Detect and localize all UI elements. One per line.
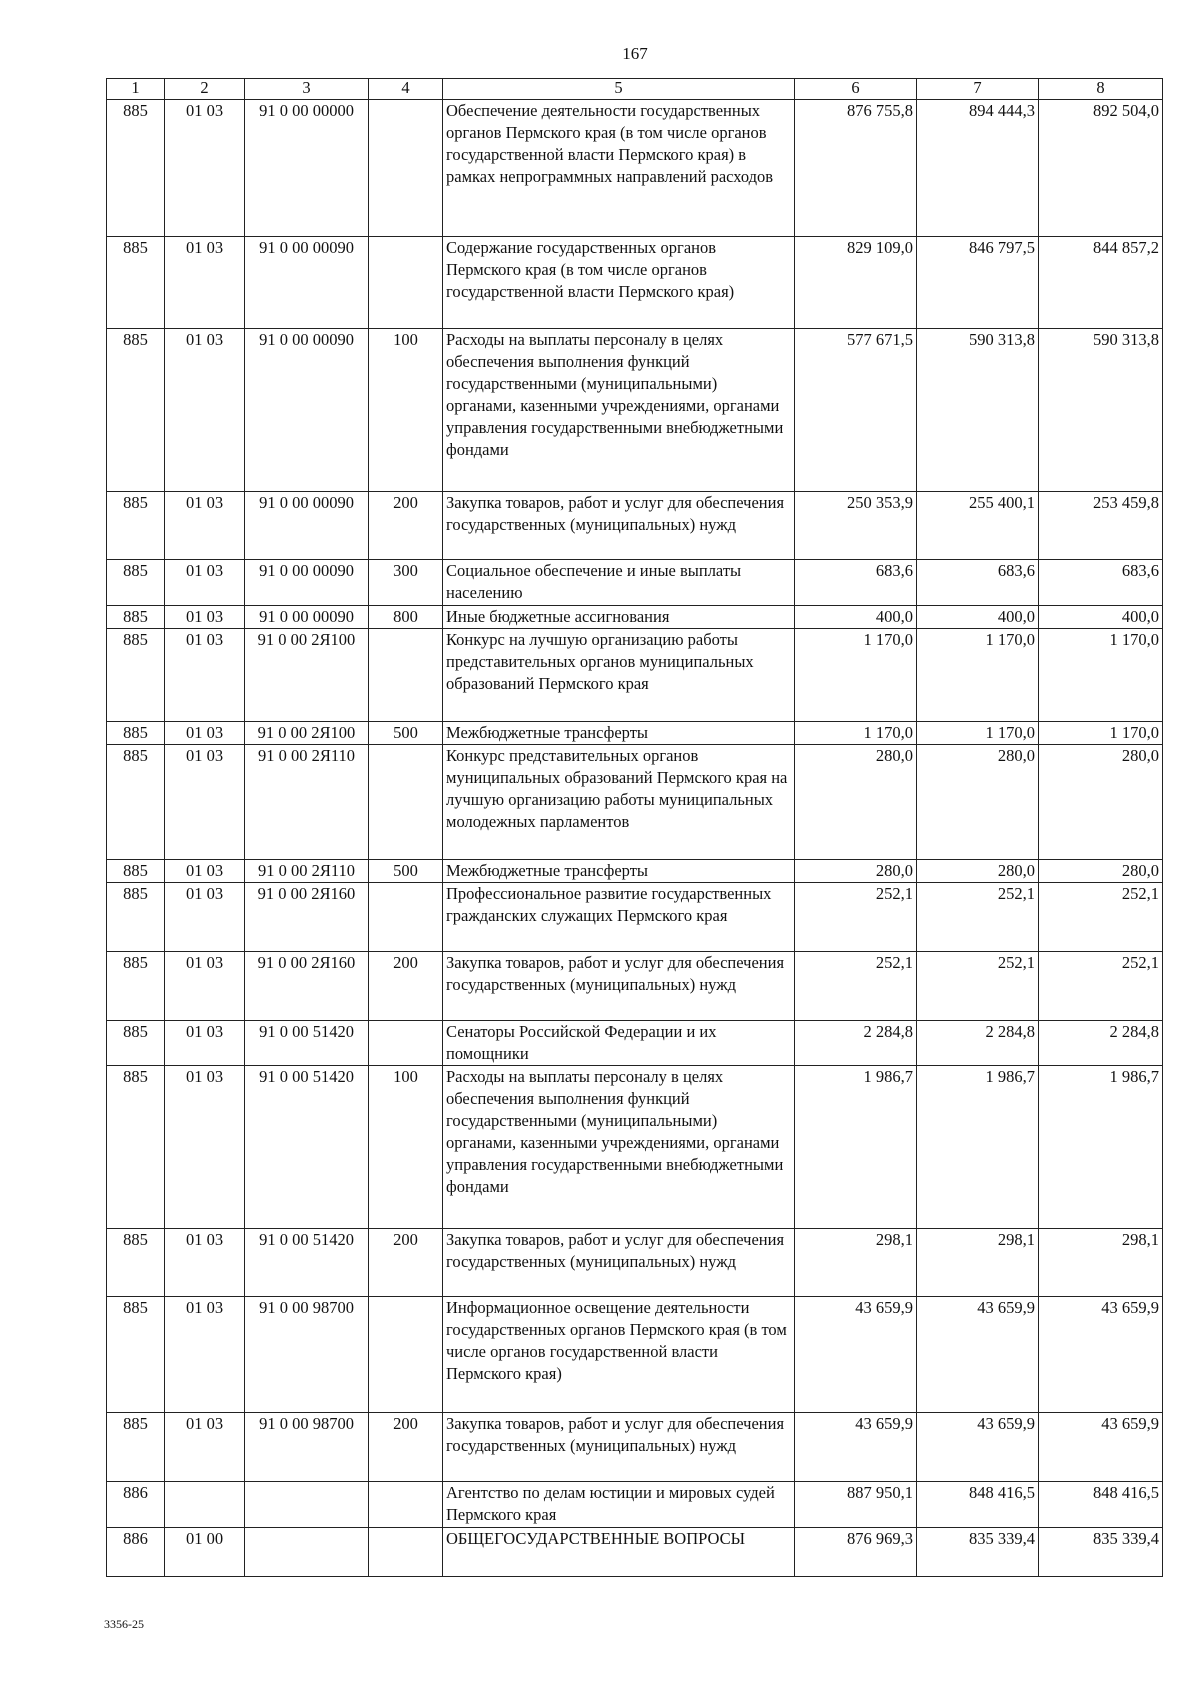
expense-type-cell <box>369 1482 443 1528</box>
target-article-cell: 91 0 00 98700 <box>245 1413 369 1482</box>
target-article-cell <box>245 1482 369 1528</box>
target-article-cell: 91 0 00 00000 <box>245 100 369 237</box>
amount-cell: 250 353,9 <box>795 492 917 560</box>
table-row <box>107 629 1163 722</box>
admin-code-cell: 885 <box>107 329 165 492</box>
description-cell: Расходы на выплаты персоналу в целях обеспечения выполнения функций государственными (муниципальными) органами, казенными учреждениями, органами управления государственными внебюджетными фондами <box>443 1066 795 1229</box>
target-article-cell: 91 0 00 00090 <box>245 329 369 492</box>
description-cell: Содержание государственных органов Пермского края (в том числе органов государственной власти Пермского края) <box>443 237 795 329</box>
amount-cell: 887 950,1 <box>795 1482 917 1528</box>
expense-type-cell: 800 <box>369 606 443 629</box>
section-code-cell: 01 03 <box>165 883 245 952</box>
target-article-cell: 91 0 00 51420 <box>245 1229 369 1297</box>
amount-cell: 2 284,8 <box>795 1021 917 1066</box>
section-code-cell: 01 03 <box>165 560 245 606</box>
section-code-cell: 01 03 <box>165 745 245 860</box>
description-cell: Социальное обеспечение и иные выплаты населению <box>443 560 795 606</box>
amount-cell: 252,1 <box>1039 952 1163 1021</box>
table-row <box>107 952 1163 1021</box>
table-row <box>107 1066 1163 1229</box>
admin-code-cell: 885 <box>107 952 165 1021</box>
column-number: 6 <box>795 79 917 100</box>
admin-code-cell: 885 <box>107 1297 165 1413</box>
budget-table <box>106 78 1163 1577</box>
amount-cell: 43 659,9 <box>917 1297 1039 1413</box>
target-article-cell: 91 0 00 2Я110 <box>245 860 369 883</box>
expense-type-cell: 200 <box>369 492 443 560</box>
admin-code-cell: 886 <box>107 1482 165 1528</box>
amount-cell: 876 969,3 <box>795 1528 917 1577</box>
section-code-cell: 01 03 <box>165 629 245 722</box>
description-cell: Профессиональное развитие государственных гражданских служащих Пермского края <box>443 883 795 952</box>
section-code-cell: 01 03 <box>165 237 245 329</box>
expense-type-cell: 500 <box>369 722 443 745</box>
amount-cell: 400,0 <box>1039 606 1163 629</box>
target-article-cell: 91 0 00 00090 <box>245 606 369 629</box>
admin-code-cell: 885 <box>107 745 165 860</box>
expense-type-cell <box>369 100 443 237</box>
amount-cell: 43 659,9 <box>795 1413 917 1482</box>
target-article-cell: 91 0 00 00090 <box>245 560 369 606</box>
table-row <box>107 329 1163 492</box>
amount-cell: 2 284,8 <box>1039 1021 1163 1066</box>
amount-cell: 400,0 <box>917 606 1039 629</box>
amount-cell: 2 284,8 <box>917 1021 1039 1066</box>
expense-type-cell: 500 <box>369 860 443 883</box>
admin-code-cell: 885 <box>107 492 165 560</box>
admin-code-cell: 885 <box>107 1229 165 1297</box>
amount-cell: 43 659,9 <box>917 1413 1039 1482</box>
amount-cell: 1 170,0 <box>917 629 1039 722</box>
table-row <box>107 1021 1163 1066</box>
target-article-cell: 91 0 00 2Я160 <box>245 952 369 1021</box>
section-code-cell: 01 03 <box>165 492 245 560</box>
amount-cell: 876 755,8 <box>795 100 917 237</box>
amount-cell: 590 313,8 <box>917 329 1039 492</box>
column-number: 3 <box>245 79 369 100</box>
admin-code-cell: 885 <box>107 560 165 606</box>
amount-cell: 1 170,0 <box>795 722 917 745</box>
amount-cell: 892 504,0 <box>1039 100 1163 237</box>
amount-cell: 252,1 <box>917 883 1039 952</box>
amount-cell: 683,6 <box>917 560 1039 606</box>
target-article-cell: 91 0 00 2Я100 <box>245 722 369 745</box>
expense-type-cell <box>369 1297 443 1413</box>
amount-cell: 848 416,5 <box>1039 1482 1163 1528</box>
amount-cell: 298,1 <box>1039 1229 1163 1297</box>
admin-code-cell: 885 <box>107 883 165 952</box>
amount-cell: 1 170,0 <box>795 629 917 722</box>
admin-code-cell: 886 <box>107 1528 165 1577</box>
admin-code-cell: 885 <box>107 100 165 237</box>
target-article-cell: 91 0 00 2Я110 <box>245 745 369 860</box>
target-article-cell: 91 0 00 51420 <box>245 1066 369 1229</box>
table-row <box>107 883 1163 952</box>
description-cell: Обеспечение деятельности государственных органов Пермского края (в том числе органов государственной власти Пермского края) в рамках непрограммных направлений расходов <box>443 100 795 237</box>
expense-type-cell <box>369 1528 443 1577</box>
amount-cell: 280,0 <box>917 860 1039 883</box>
amount-cell: 835 339,4 <box>1039 1528 1163 1577</box>
amount-cell: 298,1 <box>917 1229 1039 1297</box>
amount-cell: 298,1 <box>795 1229 917 1297</box>
section-code-cell: 01 03 <box>165 1297 245 1413</box>
admin-code-cell: 885 <box>107 237 165 329</box>
section-code-cell: 01 03 <box>165 722 245 745</box>
description-cell: ОБЩЕГОСУДАРСТВЕННЫЕ ВОПРОСЫ <box>443 1528 795 1577</box>
table-row <box>107 237 1163 329</box>
column-number: 5 <box>443 79 795 100</box>
table-row <box>107 606 1163 629</box>
amount-cell: 252,1 <box>795 883 917 952</box>
amount-cell: 1 986,7 <box>1039 1066 1163 1229</box>
amount-cell: 252,1 <box>1039 883 1163 952</box>
section-code-cell: 01 03 <box>165 1021 245 1066</box>
expense-type-cell <box>369 629 443 722</box>
table-row <box>107 1528 1163 1577</box>
page-number: 167 <box>622 44 648 63</box>
amount-cell: 252,1 <box>917 952 1039 1021</box>
target-article-cell: 91 0 00 2Я160 <box>245 883 369 952</box>
description-cell: Закупка товаров, работ и услуг для обеспечения государственных (муниципальных) нужд <box>443 952 795 1021</box>
description-cell: Конкурс на лучшую организацию работы представительных органов муниципальных образований Пермского края <box>443 629 795 722</box>
amount-cell: 280,0 <box>1039 745 1163 860</box>
column-number: 4 <box>369 79 443 100</box>
amount-cell: 1 170,0 <box>1039 629 1163 722</box>
amount-cell: 829 109,0 <box>795 237 917 329</box>
admin-code-cell: 885 <box>107 1413 165 1482</box>
table-row <box>107 560 1163 606</box>
section-code-cell: 01 03 <box>165 1413 245 1482</box>
expense-type-cell: 200 <box>369 952 443 1021</box>
target-article-cell: 91 0 00 2Я100 <box>245 629 369 722</box>
table-row <box>107 1297 1163 1413</box>
description-cell: Конкурс представительных органов муниципальных образований Пермского края на лучшую организацию работы муниципальных молодежных парламентов <box>443 745 795 860</box>
target-article-cell: 91 0 00 00090 <box>245 237 369 329</box>
description-cell: Сенаторы Российской Федерации и их помощники <box>443 1021 795 1066</box>
document-code: 3356-25 <box>104 1617 144 1631</box>
amount-cell: 280,0 <box>795 860 917 883</box>
amount-cell: 894 444,3 <box>917 100 1039 237</box>
expense-type-cell <box>369 883 443 952</box>
table-row <box>107 1413 1163 1482</box>
description-cell: Закупка товаров, работ и услуг для обеспечения государственных (муниципальных) нужд <box>443 492 795 560</box>
amount-cell: 252,1 <box>795 952 917 1021</box>
description-cell: Агентство по делам юстиции и мировых судей Пермского края <box>443 1482 795 1528</box>
admin-code-cell: 885 <box>107 1021 165 1066</box>
expense-type-cell: 300 <box>369 560 443 606</box>
target-article-cell: 91 0 00 98700 <box>245 1297 369 1413</box>
expense-type-cell <box>369 237 443 329</box>
section-code-cell: 01 00 <box>165 1528 245 1577</box>
section-code-cell <box>165 1482 245 1528</box>
table-row <box>107 1482 1163 1528</box>
amount-cell: 255 400,1 <box>917 492 1039 560</box>
amount-cell: 683,6 <box>1039 560 1163 606</box>
admin-code-cell: 885 <box>107 629 165 722</box>
amount-cell: 577 671,5 <box>795 329 917 492</box>
amount-cell: 280,0 <box>917 745 1039 860</box>
column-number: 7 <box>917 79 1039 100</box>
admin-code-cell: 885 <box>107 1066 165 1229</box>
expense-type-cell <box>369 1021 443 1066</box>
column-number: 1 <box>107 79 165 100</box>
description-cell: Межбюджетные трансферты <box>443 722 795 745</box>
amount-cell: 1 986,7 <box>795 1066 917 1229</box>
description-cell: Расходы на выплаты персоналу в целях обеспечения выполнения функций государственными (муниципальными) органами, казенными учреждениями, органами управления государственными внебюджетными фондами <box>443 329 795 492</box>
table-row <box>107 860 1163 883</box>
amount-cell: 280,0 <box>795 745 917 860</box>
expense-type-cell: 100 <box>369 1066 443 1229</box>
amount-cell: 1 170,0 <box>1039 722 1163 745</box>
amount-cell: 253 459,8 <box>1039 492 1163 560</box>
table-row <box>107 100 1163 237</box>
amount-cell: 590 313,8 <box>1039 329 1163 492</box>
amount-cell: 400,0 <box>795 606 917 629</box>
admin-code-cell: 885 <box>107 606 165 629</box>
expense-type-cell <box>369 745 443 860</box>
description-cell: Закупка товаров, работ и услуг для обеспечения государственных (муниципальных) нужд <box>443 1413 795 1482</box>
amount-cell: 835 339,4 <box>917 1528 1039 1577</box>
section-code-cell: 01 03 <box>165 329 245 492</box>
amount-cell: 43 659,9 <box>1039 1297 1163 1413</box>
description-cell: Информационное освещение деятельности государственных органов Пермского края (в том числе органов государственной власти Пермского края) <box>443 1297 795 1413</box>
amount-cell: 43 659,9 <box>795 1297 917 1413</box>
amount-cell: 1 170,0 <box>917 722 1039 745</box>
amount-cell: 846 797,5 <box>917 237 1039 329</box>
table-row <box>107 745 1163 860</box>
admin-code-cell: 885 <box>107 860 165 883</box>
expense-type-cell: 200 <box>369 1413 443 1482</box>
description-cell: Иные бюджетные ассигнования <box>443 606 795 629</box>
table-row <box>107 722 1163 745</box>
section-code-cell: 01 03 <box>165 1229 245 1297</box>
admin-code-cell: 885 <box>107 722 165 745</box>
description-cell: Межбюджетные трансферты <box>443 860 795 883</box>
column-number: 2 <box>165 79 245 100</box>
amount-cell: 280,0 <box>1039 860 1163 883</box>
section-code-cell: 01 03 <box>165 860 245 883</box>
section-code-cell: 01 03 <box>165 1066 245 1229</box>
column-number: 8 <box>1039 79 1163 100</box>
amount-cell: 683,6 <box>795 560 917 606</box>
expense-type-cell: 200 <box>369 1229 443 1297</box>
table-row <box>107 492 1163 560</box>
table-row <box>107 1229 1163 1297</box>
amount-cell: 43 659,9 <box>1039 1413 1163 1482</box>
description-cell: Закупка товаров, работ и услуг для обеспечения государственных (муниципальных) нужд <box>443 1229 795 1297</box>
amount-cell: 1 986,7 <box>917 1066 1039 1229</box>
target-article-cell: 91 0 00 00090 <box>245 492 369 560</box>
target-article-cell: 91 0 00 51420 <box>245 1021 369 1066</box>
column-number-row <box>107 79 1163 100</box>
expense-type-cell: 100 <box>369 329 443 492</box>
target-article-cell <box>245 1528 369 1577</box>
section-code-cell: 01 03 <box>165 952 245 1021</box>
amount-cell: 844 857,2 <box>1039 237 1163 329</box>
amount-cell: 848 416,5 <box>917 1482 1039 1528</box>
section-code-cell: 01 03 <box>165 606 245 629</box>
section-code-cell: 01 03 <box>165 100 245 237</box>
